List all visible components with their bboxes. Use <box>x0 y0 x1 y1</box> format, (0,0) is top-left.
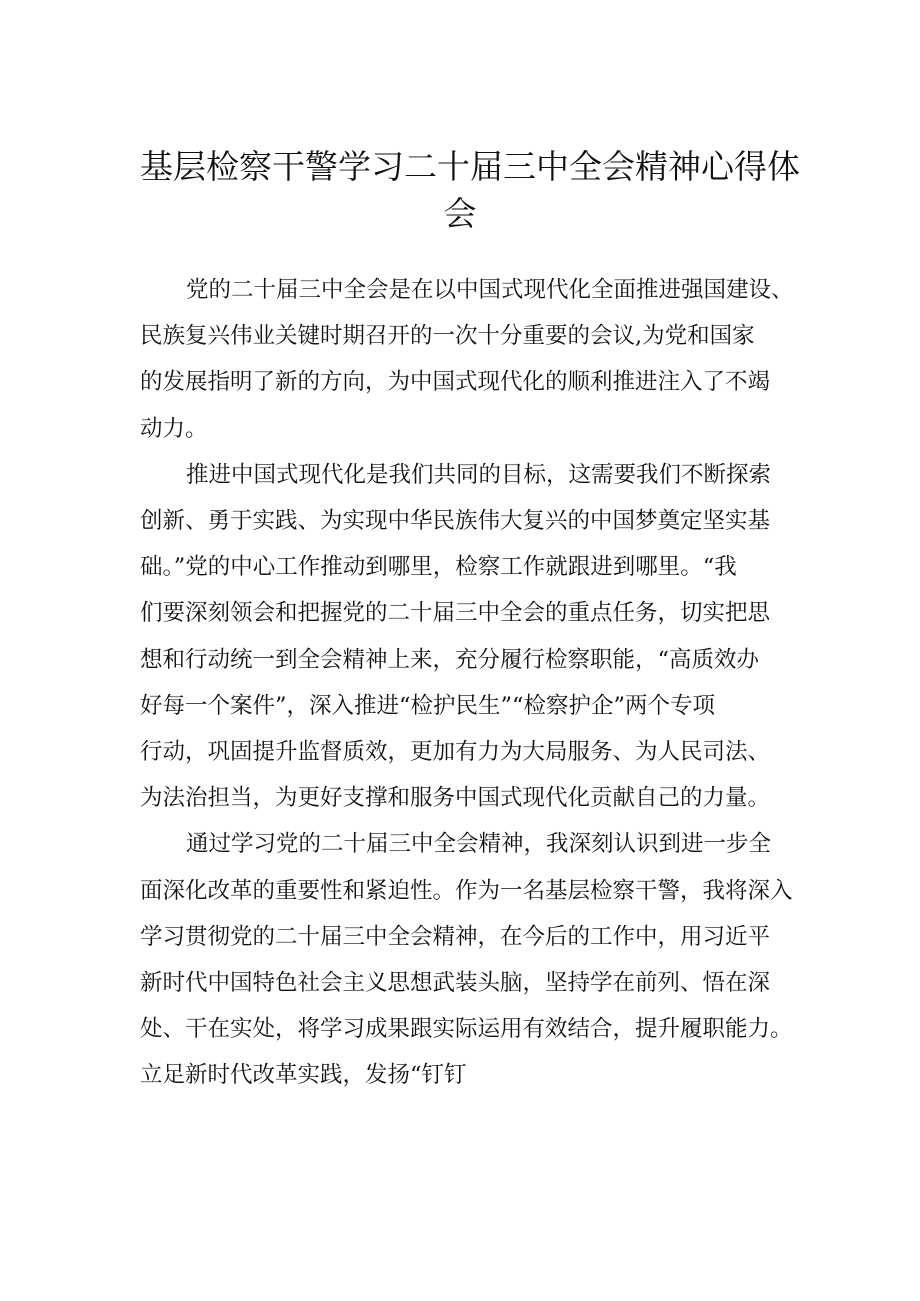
text-line: 处、干在实处，将学习成果跟实际运用有效结合，提升履职能力。 <box>140 1016 793 1043</box>
title-line-2: 会 <box>443 194 477 233</box>
text-line: 为法治担当，为更好支撑和服务中国式现代化贡献自己的力量。 <box>140 785 771 812</box>
text-line: 动力。 <box>140 415 208 442</box>
text-line: 的发展指明了新的方向，为中国式现代化的顺利推进注入了不竭 <box>140 369 771 396</box>
text-line: 想和行动统一到全会精神上来，充分履行检察职能，“高质效办 <box>140 646 760 673</box>
text-line: 学习贯彻党的二十届三中全会精神，在今后的工作中，用习近平 <box>140 923 771 950</box>
title-line-1: 基层检察干警学习二十届三中全会精神心得体 <box>140 147 800 186</box>
text-line: 新时代中国特色社会主义思想武装头脑，坚持学在前列、悟在深 <box>140 970 771 997</box>
text-line: 础。”党的中心工作推动到哪里，检察工作就跟进到哪里。“我 <box>140 554 737 581</box>
text-line: 推进中国式现代化是我们共同的目标，这需要我们不断探索 <box>186 461 772 488</box>
document-title <box>140 143 800 237</box>
text-line: 面深化改革的重要性和紧迫性。作为一名基层检察干警，我将深入 <box>140 877 793 904</box>
document-body <box>140 267 812 1099</box>
text-line: 创新、勇于实践、为实现中华民族伟大复兴的中国梦奠定坚实基 <box>140 508 771 535</box>
paragraph-1 <box>140 267 812 452</box>
text-line: 行动，巩固提升监督质效，更加有力为大局服务、为人民司法、 <box>140 739 771 766</box>
text-line: 民族复兴伟业关键时期召开的一次十分重要的会议,为党和国家 <box>140 323 755 350</box>
text-line: 党的二十届三中全会是在以中国式现代化全面推进强国建设、 <box>186 277 794 303</box>
text-line: 通过学习党的二十届三中全会精神，我深刻认识到进一步全 <box>186 831 772 858</box>
text-line: 立足新时代改革实践，发扬“钉钉 <box>140 1062 467 1089</box>
paragraph-3 <box>140 821 812 1098</box>
paragraph-2 <box>140 452 812 822</box>
text-line: 好每一个案件”，深入推进“检护民生”“检察护企”两个专项 <box>140 692 716 719</box>
text-line: 们要深刻领会和把握党的二十届三中全会的重点任务，切实把思 <box>140 600 771 627</box>
